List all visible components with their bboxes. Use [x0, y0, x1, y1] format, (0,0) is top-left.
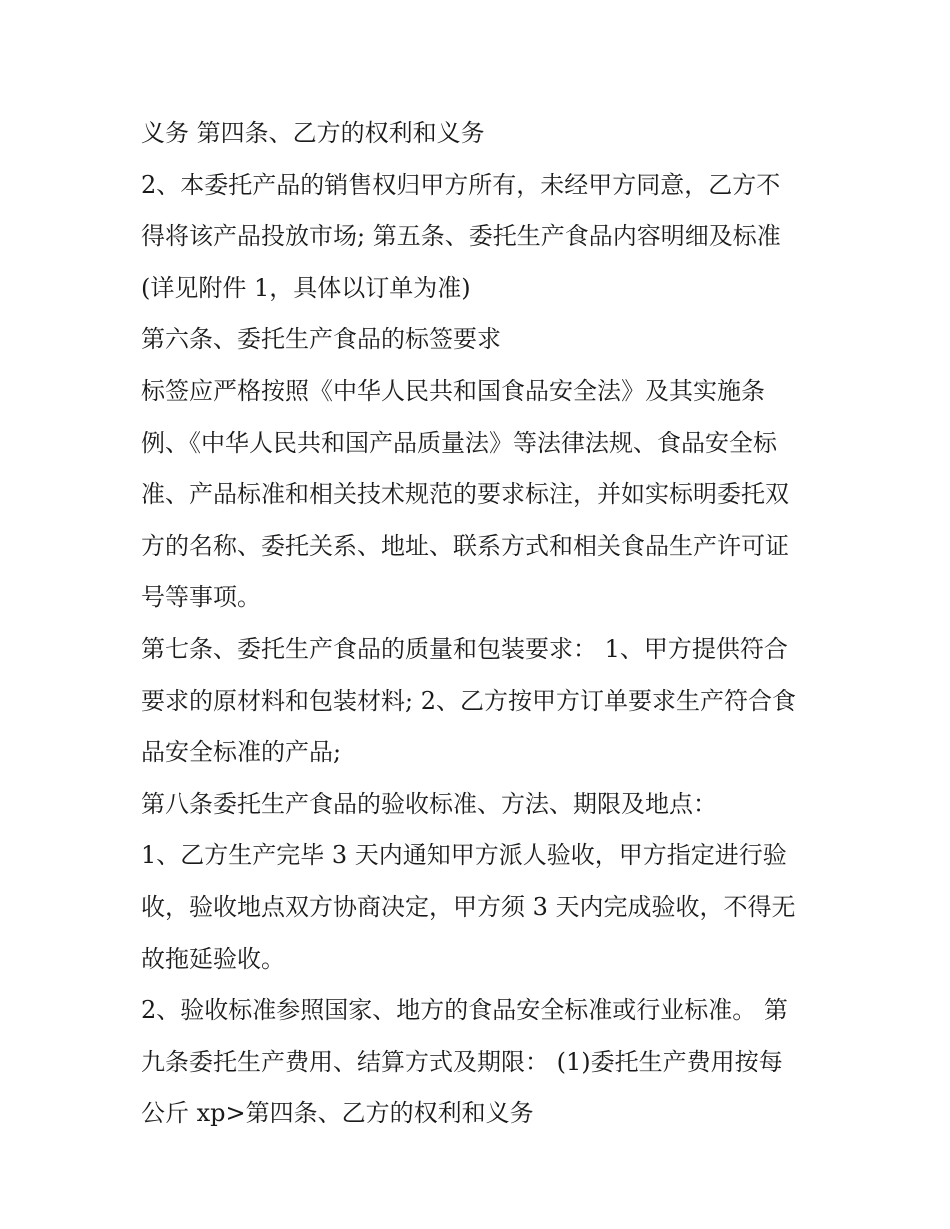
text-line: 要求的原材料和包装材料; 2、乙方按甲方订单要求生产符合食 [141, 686, 796, 715]
text-line: (详见附件 1，具体以订单为准) [141, 273, 471, 302]
text-line: 例、《中华人民共和国产品质量法》等法律法规、食品安全标 [141, 428, 777, 457]
text-line: 1、乙方生产完毕 3 天内通知甲方派人验收，甲方指定进行验 [141, 841, 787, 870]
text-line: 第六条、委托生产食品的标签要求 [141, 325, 501, 354]
text-line: 九条委托生产费用、结算方式及期限： (1)委托生产费用按每 [141, 1047, 783, 1076]
document-body [141, 108, 813, 1140]
text-line: 品安全标准的产品; [141, 738, 342, 767]
text-line: 准、产品标准和相关技术规范的要求标注，并如实标明委托双 [141, 480, 789, 509]
text-line: 第七条、委托生产食品的质量和包装要求： 1、甲方提供符合 [141, 634, 788, 663]
text-line: 方的名称、委托关系、地址、联系方式和相关食品生产许可证 [141, 531, 789, 560]
text-line: 号等事项。 [141, 583, 261, 612]
text-line: 公斤 xp>第四条、乙方的权利和义务 [141, 1099, 534, 1128]
text-line: 第八条委托生产食品的验收标准、方法、期限及地点： [141, 789, 717, 818]
text-line: 2、本委托产品的销售权归甲方所有，未经甲方同意，乙方不 [141, 170, 781, 199]
text-line: 故拖延验收。 [141, 944, 285, 973]
text-line: 得将该产品投放市场; 第五条、委托生产食品内容明细及标准 [141, 222, 781, 251]
text-line: 收，验收地点双方协商决定，甲方须 3 天内完成验收，不得无 [141, 892, 796, 921]
text-line: 2、验收标准参照国家、地方的食品安全标准或行业标准。 第 [141, 996, 788, 1025]
text-line: 标签应严格按照《中华人民共和国食品安全法》及其实施条 [141, 376, 765, 405]
text-line: 义务 第四条、乙方的权利和义务 [141, 119, 485, 147]
